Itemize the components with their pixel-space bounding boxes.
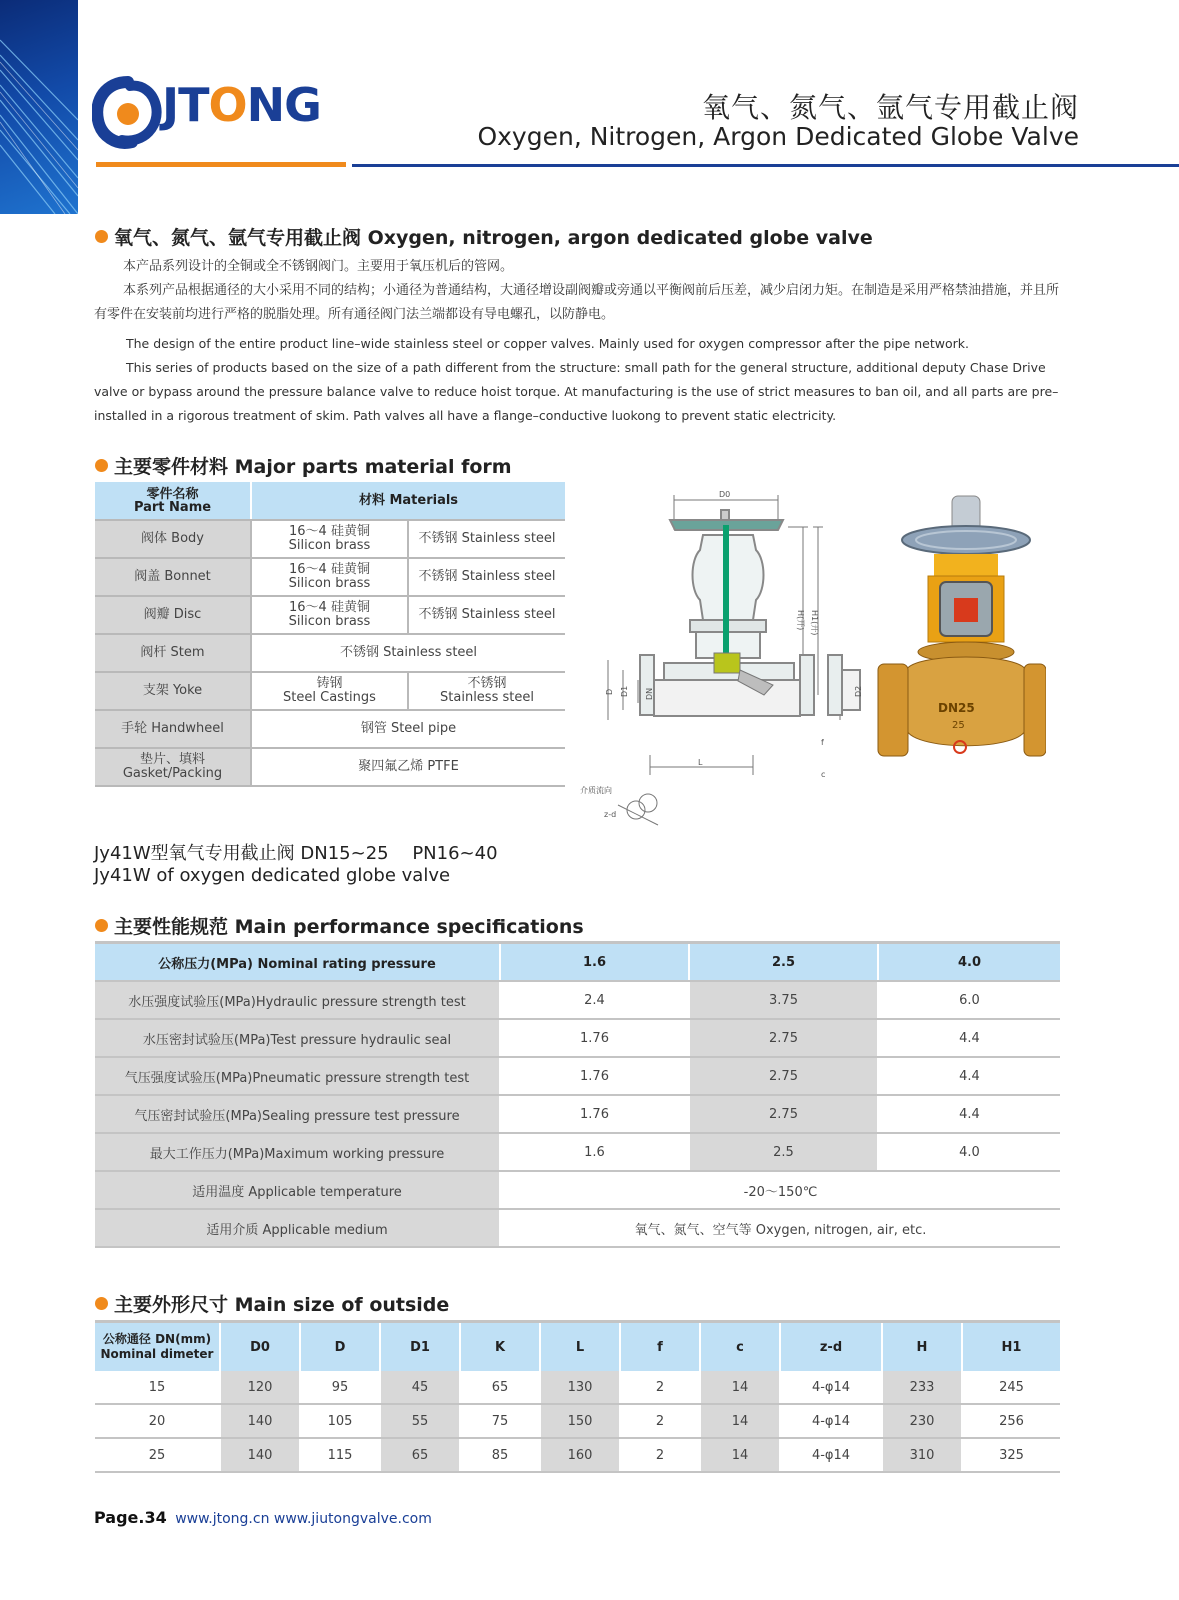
performance-title: 主要性能规范 Main performance specifications: [95, 912, 584, 939]
footer-urls[interactable]: www.jtong.cn www.jiutongvalve.com: [175, 1511, 432, 1527]
bullet-dot-icon: [95, 919, 108, 932]
table-row: 支架 Yoke 铸钢 Steel Castings 不锈钢 Stainless steel: [95, 672, 565, 710]
dim-d2-label: D2: [854, 685, 863, 697]
table-row: 阀杆 Stem 不锈钢 Stainless steel: [95, 634, 565, 672]
corner-decoration: [0, 0, 78, 214]
table-row: 阀盖 Bonnet 16～4 硅黄铜 Silicon brass 不锈钢 Stainless steel: [95, 558, 565, 596]
dim-f-label: f: [821, 738, 824, 747]
photo-dn-mark: DN25: [938, 701, 975, 715]
table-row: 气压密封试验压(MPa)Sealing pressure test pressure 1.76 2.75 4.4: [95, 1095, 1060, 1133]
dim-d0-label: D0: [719, 490, 731, 499]
dim-l-label: L: [698, 758, 703, 767]
intro-zh-p1: 本产品系列设计的全铜或全不锈钢阀门。主要用于氧压机后的管网。: [123, 259, 514, 274]
table-row: 气压强度试验压(MPa)Pneumatic pressure strength test 1.76 2.75 4.4: [95, 1057, 1060, 1095]
table-row: 水压密封试验压(MPa)Test pressure hydraulic seal 1.76 2.75 4.4: [95, 1019, 1060, 1057]
dim-dn-label: DN: [645, 687, 654, 700]
header-title-en: Oxygen, Nitrogen, Argon Dedicated Globe Valve: [477, 122, 1079, 151]
table-row: 垫片、填料 Gasket/Packing 聚四氟乙烯 PTFE: [95, 748, 565, 786]
header-title-zh: 氧气、氮气、氩气专用截止阀: [701, 91, 1079, 124]
table-row: 水压强度试验压(MPa)Hydraulic pressure strength test 2.4 3.75 6.0: [95, 981, 1060, 1019]
valve-technical-drawing: [578, 485, 870, 830]
page-footer: [94, 1508, 432, 1527]
table-row: 20 140 105 55 75 150 2 14 4-φ14 230 256: [95, 1404, 1060, 1438]
bullet-dot-icon: [95, 1297, 108, 1310]
sizes-title: 主要外形尺寸 Main size of outside: [95, 1290, 449, 1317]
bullet-dot-icon: [95, 230, 108, 243]
table-row: 手轮 Handwheel 钢管 Steel pipe: [95, 710, 565, 748]
dim-d1-label: D1: [620, 685, 629, 697]
performance-table: 公称压力(MPa) Nominal rating pressure 1.6 2.5 4.0 水压强度试验压(MPa)Hydraulic pressure strength test 2.4 3.75 6.0 水压密封试验压(MPa)Test pressure hydraulic seal 1.76 2.75 4.4 气压强度试验压(MPa)Pneumatic pressure strength test 1.76 2.75 4.4 气压密封试验压(MPa)Sealing pressure test pressure 1.76 2.75 4.4 最大工作压力(MPa)Maximum working pressure 1.6 2.5 4.0 适用温度 Applicable temperature -20～150℃ 适用介质 Applicable medium 氧气、氮气、空气等 Oxygen, nitrogen, air, etc.: [95, 941, 1060, 1248]
dim-h-label: H(开): [796, 610, 805, 631]
table-row: 适用介质 Applicable medium 氧气、氮气、空气等 Oxygen, nitrogen, air, etc.: [95, 1209, 1060, 1247]
table-row: 最大工作压力(MPa)Maximum working pressure 1.6 2.5 4.0: [95, 1133, 1060, 1171]
dim-c-label: c: [821, 770, 826, 779]
intro-en-p2: This series of products based on the size of a path different from the structure: small path for the general structure, additional deputy Chase Drive valve or bypass around the pressure balance valve to reduce hoist torque. At manufacturing is the use of strict measures to ban oil, and all parts are pre–installed in a rigorous treatment of skim. Path valves all have a flange–conductive luokong to prevent static electricity.: [94, 360, 1059, 423]
materials-title: 主要零件材料 Major parts material form: [95, 452, 512, 479]
intro-zh-p2: 本系列产品根据通径的大小采用不同的结构；小通径为普通结构，大通径增设副阀瓣或旁通以平衡阀前后压差，减少启闭力矩。在制造是采用严格禁油措施，并且所有零件在安装前均进行严格的脱脂处理。所有通径阀门法兰端都设有导电螺孔，以防静电。: [94, 283, 1060, 322]
materials-head-part: 零件名称 Part Name: [95, 482, 251, 520]
dim-d-label: D: [605, 688, 614, 695]
photo-size-mark: 25: [952, 720, 965, 731]
logo-swirl-icon: [92, 74, 164, 154]
header-rule: [352, 164, 1179, 167]
table-row: 25 140 115 65 85 160 2 14 4-φ14 310 325: [95, 1438, 1060, 1472]
dim-zd-label: z-d: [604, 810, 617, 819]
sizes-head-dn: 公称通径 DN(mm) Nominal dimeter: [95, 1322, 220, 1372]
page-number: Page.34: [94, 1508, 167, 1527]
table-row: 适用温度 Applicable temperature -20～150℃: [95, 1171, 1060, 1209]
flow-direction-label: 介质流向: [580, 786, 612, 795]
valve-product-photo: [876, 492, 1046, 792]
intro-title: 氧气、氮气、氩气专用截止阀 Oxygen, nitrogen, argon dedicated globe valve: [95, 223, 873, 250]
brand-name: JTONG: [162, 78, 321, 132]
sizes-table: 公称通径 DN(mm) Nominal dimeter D0 D D1 K L f c z-d H H1 15 120 95 45 65 130 2 14 4-φ14 233 245 20 140 105 55 75 150 2 14 4-φ14 230 256 25 140 115 65 85 160 2 14 4-φ14 310 325: [95, 1320, 1060, 1473]
materials-head-materials: 材料 Materials: [251, 482, 565, 520]
table-row: 阀瓣 Disc 16～4 硅黄铜 Silicon brass 不锈钢 Stainless steel: [95, 596, 565, 634]
materials-table: [95, 482, 565, 787]
logo-underline: [96, 162, 346, 167]
table-row: 阀体 Body 16～4 硅黄铜 Silicon brass 不锈钢 Stainless steel: [95, 520, 565, 558]
dim-h1-label: H1(开): [810, 610, 819, 636]
bullet-dot-icon: [95, 459, 108, 472]
table-row: 15 120 95 45 65 130 2 14 4-φ14 233 245: [95, 1371, 1060, 1404]
intro-en-p1: The design of the entire product line–wide stainless steel or copper valves. Mainly used for oxygen compressor after the pipe network.: [126, 336, 969, 351]
brand-logo: [92, 72, 354, 168]
model-caption: Jy41W型氧气专用截止阀 DN15~25 PN16~40 Jy41W of oxygen dedicated globe valve: [94, 843, 498, 886]
